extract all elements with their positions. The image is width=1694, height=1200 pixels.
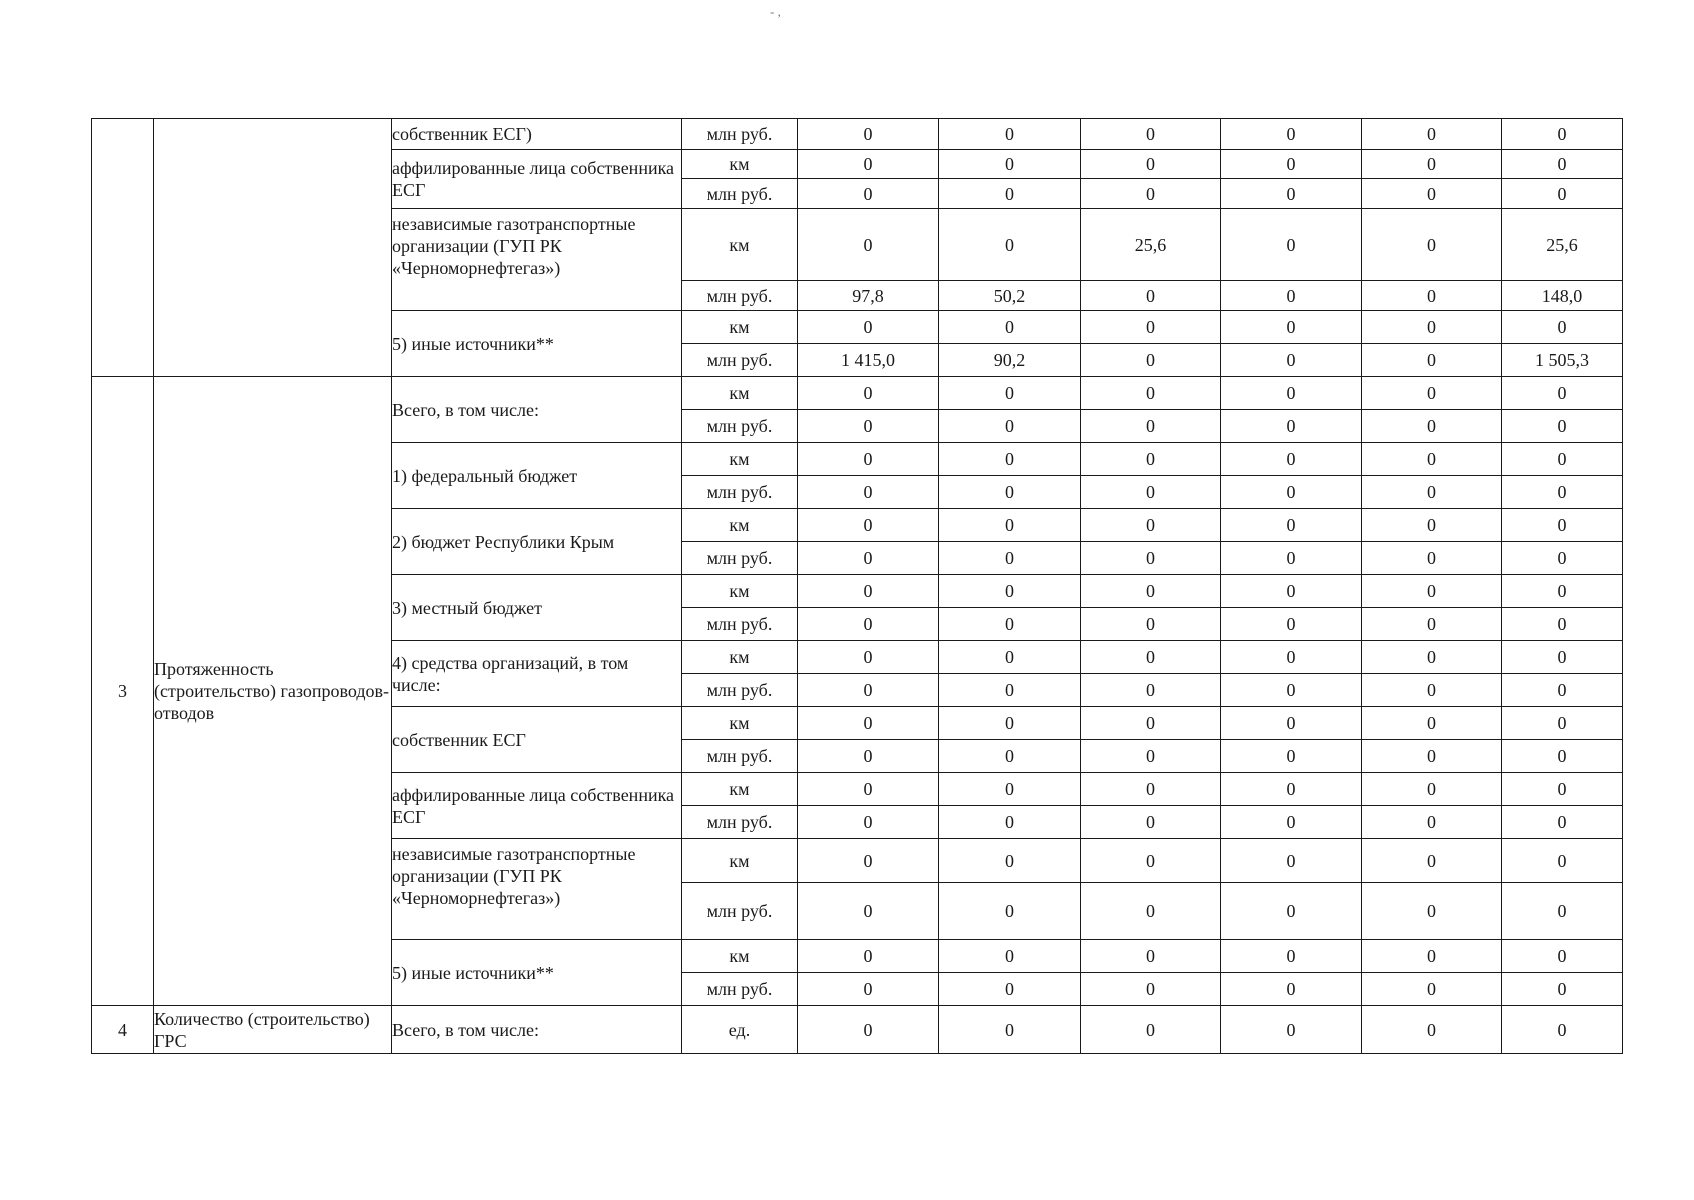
value-cell: 0 [1502, 443, 1623, 476]
value-cell: 0 [798, 119, 939, 150]
value-cell: 0 [1221, 542, 1362, 575]
value-cell: 0 [798, 209, 939, 281]
unit-cell: км [682, 839, 798, 883]
value-cell: 0 [1502, 940, 1623, 973]
value-cell: 0 [939, 839, 1081, 883]
value-cell: 0 [798, 150, 939, 179]
value-cell: 0 [1362, 377, 1502, 410]
value-cell: 0 [1502, 883, 1623, 940]
value-cell: 0 [1362, 119, 1502, 150]
value-cell: 0 [1221, 209, 1362, 281]
unit-cell: млн руб. [682, 476, 798, 509]
value-cell: 25,6 [1081, 209, 1221, 281]
value-cell: 0 [1362, 973, 1502, 1006]
value-cell: 0 [1362, 476, 1502, 509]
source-label: собственник ЕСГ) [392, 119, 682, 150]
value-cell: 0 [1362, 707, 1502, 740]
value-cell: 0 [798, 542, 939, 575]
value-cell: 0 [1221, 707, 1362, 740]
table-row [92, 119, 1623, 150]
value-cell: 0 [1081, 806, 1221, 839]
value-cell: 0 [798, 641, 939, 674]
value-cell: 0 [1502, 839, 1623, 883]
value-cell: 0 [798, 410, 939, 443]
value-cell: 0 [1502, 377, 1623, 410]
value-cell: 0 [1362, 575, 1502, 608]
value-cell: 0 [939, 119, 1081, 150]
value-cell: 0 [1081, 119, 1221, 150]
value-cell: 0 [1081, 476, 1221, 509]
value-cell: 0 [1081, 773, 1221, 806]
unit-cell: км [682, 641, 798, 674]
source-label: 2) бюджет Республики Крым [392, 509, 682, 575]
value-cell: 0 [1081, 608, 1221, 641]
value-cell: 0 [798, 839, 939, 883]
value-cell: 0 [939, 773, 1081, 806]
value-cell: 0 [1362, 311, 1502, 344]
value-cell: 0 [939, 150, 1081, 179]
value-cell: 0 [939, 542, 1081, 575]
unit-cell: млн руб. [682, 119, 798, 150]
index-cell-empty [92, 119, 154, 377]
value-cell: 0 [939, 1006, 1081, 1054]
value-cell: 0 [1221, 839, 1362, 883]
value-cell: 0 [1362, 1006, 1502, 1054]
value-cell: 0 [1221, 608, 1362, 641]
value-cell: 0 [1362, 883, 1502, 940]
value-cell: 0 [1081, 344, 1221, 377]
value-cell: 0 [1362, 509, 1502, 542]
value-cell: 0 [798, 608, 939, 641]
value-cell: 0 [939, 443, 1081, 476]
value-cell: 0 [1502, 773, 1623, 806]
value-cell: 0 [1502, 674, 1623, 707]
unit-cell: млн руб. [682, 806, 798, 839]
value-cell: 0 [798, 509, 939, 542]
source-label: 3) местный бюджет [392, 575, 682, 641]
value-cell: 0 [798, 575, 939, 608]
value-cell: 0 [798, 806, 939, 839]
value-cell: 0 [1221, 740, 1362, 773]
value-cell: 0 [1362, 740, 1502, 773]
unit-cell: млн руб. [682, 973, 798, 1006]
value-cell: 0 [1502, 575, 1623, 608]
unit-cell: млн руб. [682, 344, 798, 377]
source-label: 1) федеральный бюджет [392, 443, 682, 509]
value-cell: 0 [939, 509, 1081, 542]
value-cell: 0 [1502, 641, 1623, 674]
value-cell: 0 [1081, 641, 1221, 674]
unit-cell: км [682, 707, 798, 740]
value-cell: 0 [1221, 509, 1362, 542]
value-cell: 0 [939, 410, 1081, 443]
value-cell: 0 [1502, 509, 1623, 542]
value-cell: 97,8 [798, 281, 939, 311]
value-cell: 0 [1502, 119, 1623, 150]
value-cell: 0 [1362, 209, 1502, 281]
section-indicator: Протяженность (строительство) газопроводов-отводов [154, 377, 392, 1006]
source-label: Всего, в том числе: [392, 377, 682, 443]
source-label: 4) средства организаций, в том числе: [392, 641, 682, 707]
value-cell: 0 [939, 973, 1081, 1006]
value-cell: 0 [1221, 311, 1362, 344]
value-cell: 0 [1221, 1006, 1362, 1054]
value-cell: 0 [1502, 707, 1623, 740]
value-cell: 0 [1081, 410, 1221, 443]
value-cell: 0 [939, 209, 1081, 281]
unit-cell: км [682, 509, 798, 542]
section-index: 3 [92, 377, 154, 1006]
unit-cell: ед. [682, 1006, 798, 1054]
value-cell: 0 [1362, 281, 1502, 311]
value-cell: 0 [1221, 674, 1362, 707]
value-cell: 0 [939, 641, 1081, 674]
value-cell: 0 [1362, 344, 1502, 377]
value-cell: 0 [1362, 179, 1502, 209]
value-cell: 0 [1221, 443, 1362, 476]
value-cell: 0 [1221, 773, 1362, 806]
value-cell: 0 [1221, 410, 1362, 443]
unit-cell: млн руб. [682, 674, 798, 707]
value-cell: 0 [939, 940, 1081, 973]
value-cell: 0 [939, 476, 1081, 509]
section-indicator: Количество (строительство) ГРС [154, 1006, 392, 1054]
table-row [92, 377, 1623, 410]
value-cell: 0 [798, 740, 939, 773]
unit-cell: млн руб. [682, 883, 798, 940]
value-cell: 0 [1362, 839, 1502, 883]
unit-cell: км [682, 311, 798, 344]
value-cell: 0 [1081, 311, 1221, 344]
value-cell: 0 [1221, 641, 1362, 674]
value-cell: 0 [1362, 641, 1502, 674]
value-cell: 0 [1362, 773, 1502, 806]
unit-cell: млн руб. [682, 608, 798, 641]
value-cell: 0 [1221, 344, 1362, 377]
unit-cell: км [682, 575, 798, 608]
value-cell: 0 [1081, 443, 1221, 476]
value-cell: 0 [798, 476, 939, 509]
unit-cell: км [682, 443, 798, 476]
value-cell: 0 [939, 377, 1081, 410]
value-cell: 50,2 [939, 281, 1081, 311]
value-cell: 0 [1221, 281, 1362, 311]
value-cell: 0 [1502, 410, 1623, 443]
value-cell: 0 [1081, 377, 1221, 410]
value-cell: 0 [1502, 311, 1623, 344]
value-cell: 0 [798, 377, 939, 410]
table-row [92, 1006, 1623, 1054]
unit-cell: км [682, 377, 798, 410]
source-label: Всего, в том числе: [392, 1006, 682, 1054]
value-cell: 0 [1221, 883, 1362, 940]
value-cell: 0 [1221, 973, 1362, 1006]
value-cell: 0 [1081, 973, 1221, 1006]
value-cell: 0 [1362, 674, 1502, 707]
unit-cell: млн руб. [682, 740, 798, 773]
source-label: независимые газотранспортные организации (ГУП РК «Черноморнефтегаз») [392, 209, 682, 311]
unit-cell: км [682, 940, 798, 973]
data-table [91, 118, 1623, 1054]
unit-cell: млн руб. [682, 281, 798, 311]
value-cell: 0 [1081, 542, 1221, 575]
value-cell: 0 [1502, 806, 1623, 839]
value-cell: 0 [939, 740, 1081, 773]
value-cell: 0 [1362, 940, 1502, 973]
source-label: независимые газотранспортные организации (ГУП РК «Черноморнефтегаз») [392, 839, 682, 940]
value-cell: 0 [1502, 150, 1623, 179]
value-cell: 0 [1362, 443, 1502, 476]
value-cell: 0 [1221, 377, 1362, 410]
value-cell: 0 [1502, 179, 1623, 209]
value-cell: 0 [798, 674, 939, 707]
source-label: собственник ЕСГ [392, 707, 682, 773]
value-cell: 0 [1502, 542, 1623, 575]
value-cell: 0 [798, 707, 939, 740]
value-cell: 0 [1081, 940, 1221, 973]
value-cell: 0 [939, 806, 1081, 839]
value-cell: 0 [1081, 883, 1221, 940]
indicator-cell-empty [154, 119, 392, 377]
value-cell: 0 [798, 940, 939, 973]
value-cell: 0 [1221, 150, 1362, 179]
value-cell: 0 [798, 311, 939, 344]
value-cell: 148,0 [1502, 281, 1623, 311]
unit-cell: км [682, 150, 798, 179]
value-cell: 0 [1081, 179, 1221, 209]
unit-cell: млн руб. [682, 179, 798, 209]
value-cell: 0 [1081, 509, 1221, 542]
value-cell: 0 [1081, 575, 1221, 608]
value-cell: 1 505,3 [1502, 344, 1623, 377]
value-cell: 0 [1081, 1006, 1221, 1054]
value-cell: 0 [1081, 150, 1221, 179]
value-cell: 0 [1081, 674, 1221, 707]
unit-cell: млн руб. [682, 410, 798, 443]
value-cell: 0 [798, 443, 939, 476]
value-cell: 0 [798, 179, 939, 209]
value-cell: 0 [1221, 806, 1362, 839]
value-cell: 90,2 [939, 344, 1081, 377]
header-mark: - , [770, 4, 781, 19]
value-cell: 0 [798, 773, 939, 806]
value-cell: 0 [939, 674, 1081, 707]
value-cell: 0 [798, 973, 939, 1006]
value-cell: 0 [1221, 575, 1362, 608]
value-cell: 0 [1362, 410, 1502, 443]
value-cell: 0 [1081, 281, 1221, 311]
value-cell: 0 [1502, 476, 1623, 509]
value-cell: 0 [798, 883, 939, 940]
value-cell: 0 [1502, 1006, 1623, 1054]
value-cell: 0 [1221, 119, 1362, 150]
value-cell: 0 [939, 707, 1081, 740]
source-label: аффилированные лица собственника ЕСГ [392, 773, 682, 839]
source-label: аффилированные лица собственника ЕСГ [392, 150, 682, 209]
value-cell: 0 [939, 179, 1081, 209]
unit-cell: км [682, 209, 798, 281]
value-cell: 0 [1502, 973, 1623, 1006]
value-cell: 0 [1362, 806, 1502, 839]
value-cell: 0 [1502, 608, 1623, 641]
value-cell: 0 [939, 575, 1081, 608]
unit-cell: км [682, 773, 798, 806]
value-cell: 0 [939, 311, 1081, 344]
value-cell: 0 [798, 1006, 939, 1054]
value-cell: 0 [939, 883, 1081, 940]
value-cell: 0 [939, 608, 1081, 641]
value-cell: 0 [1221, 179, 1362, 209]
source-label: 5) иные источники** [392, 311, 682, 377]
unit-cell: млн руб. [682, 542, 798, 575]
value-cell: 0 [1362, 608, 1502, 641]
value-cell: 0 [1081, 740, 1221, 773]
value-cell: 25,6 [1502, 209, 1623, 281]
value-cell: 0 [1502, 740, 1623, 773]
value-cell: 0 [1221, 476, 1362, 509]
value-cell: 0 [1362, 542, 1502, 575]
section-index: 4 [92, 1006, 154, 1054]
value-cell: 0 [1081, 839, 1221, 883]
value-cell: 0 [1362, 150, 1502, 179]
source-label: 5) иные источники** [392, 940, 682, 1006]
value-cell: 0 [1221, 940, 1362, 973]
value-cell: 1 415,0 [798, 344, 939, 377]
value-cell: 0 [1081, 707, 1221, 740]
